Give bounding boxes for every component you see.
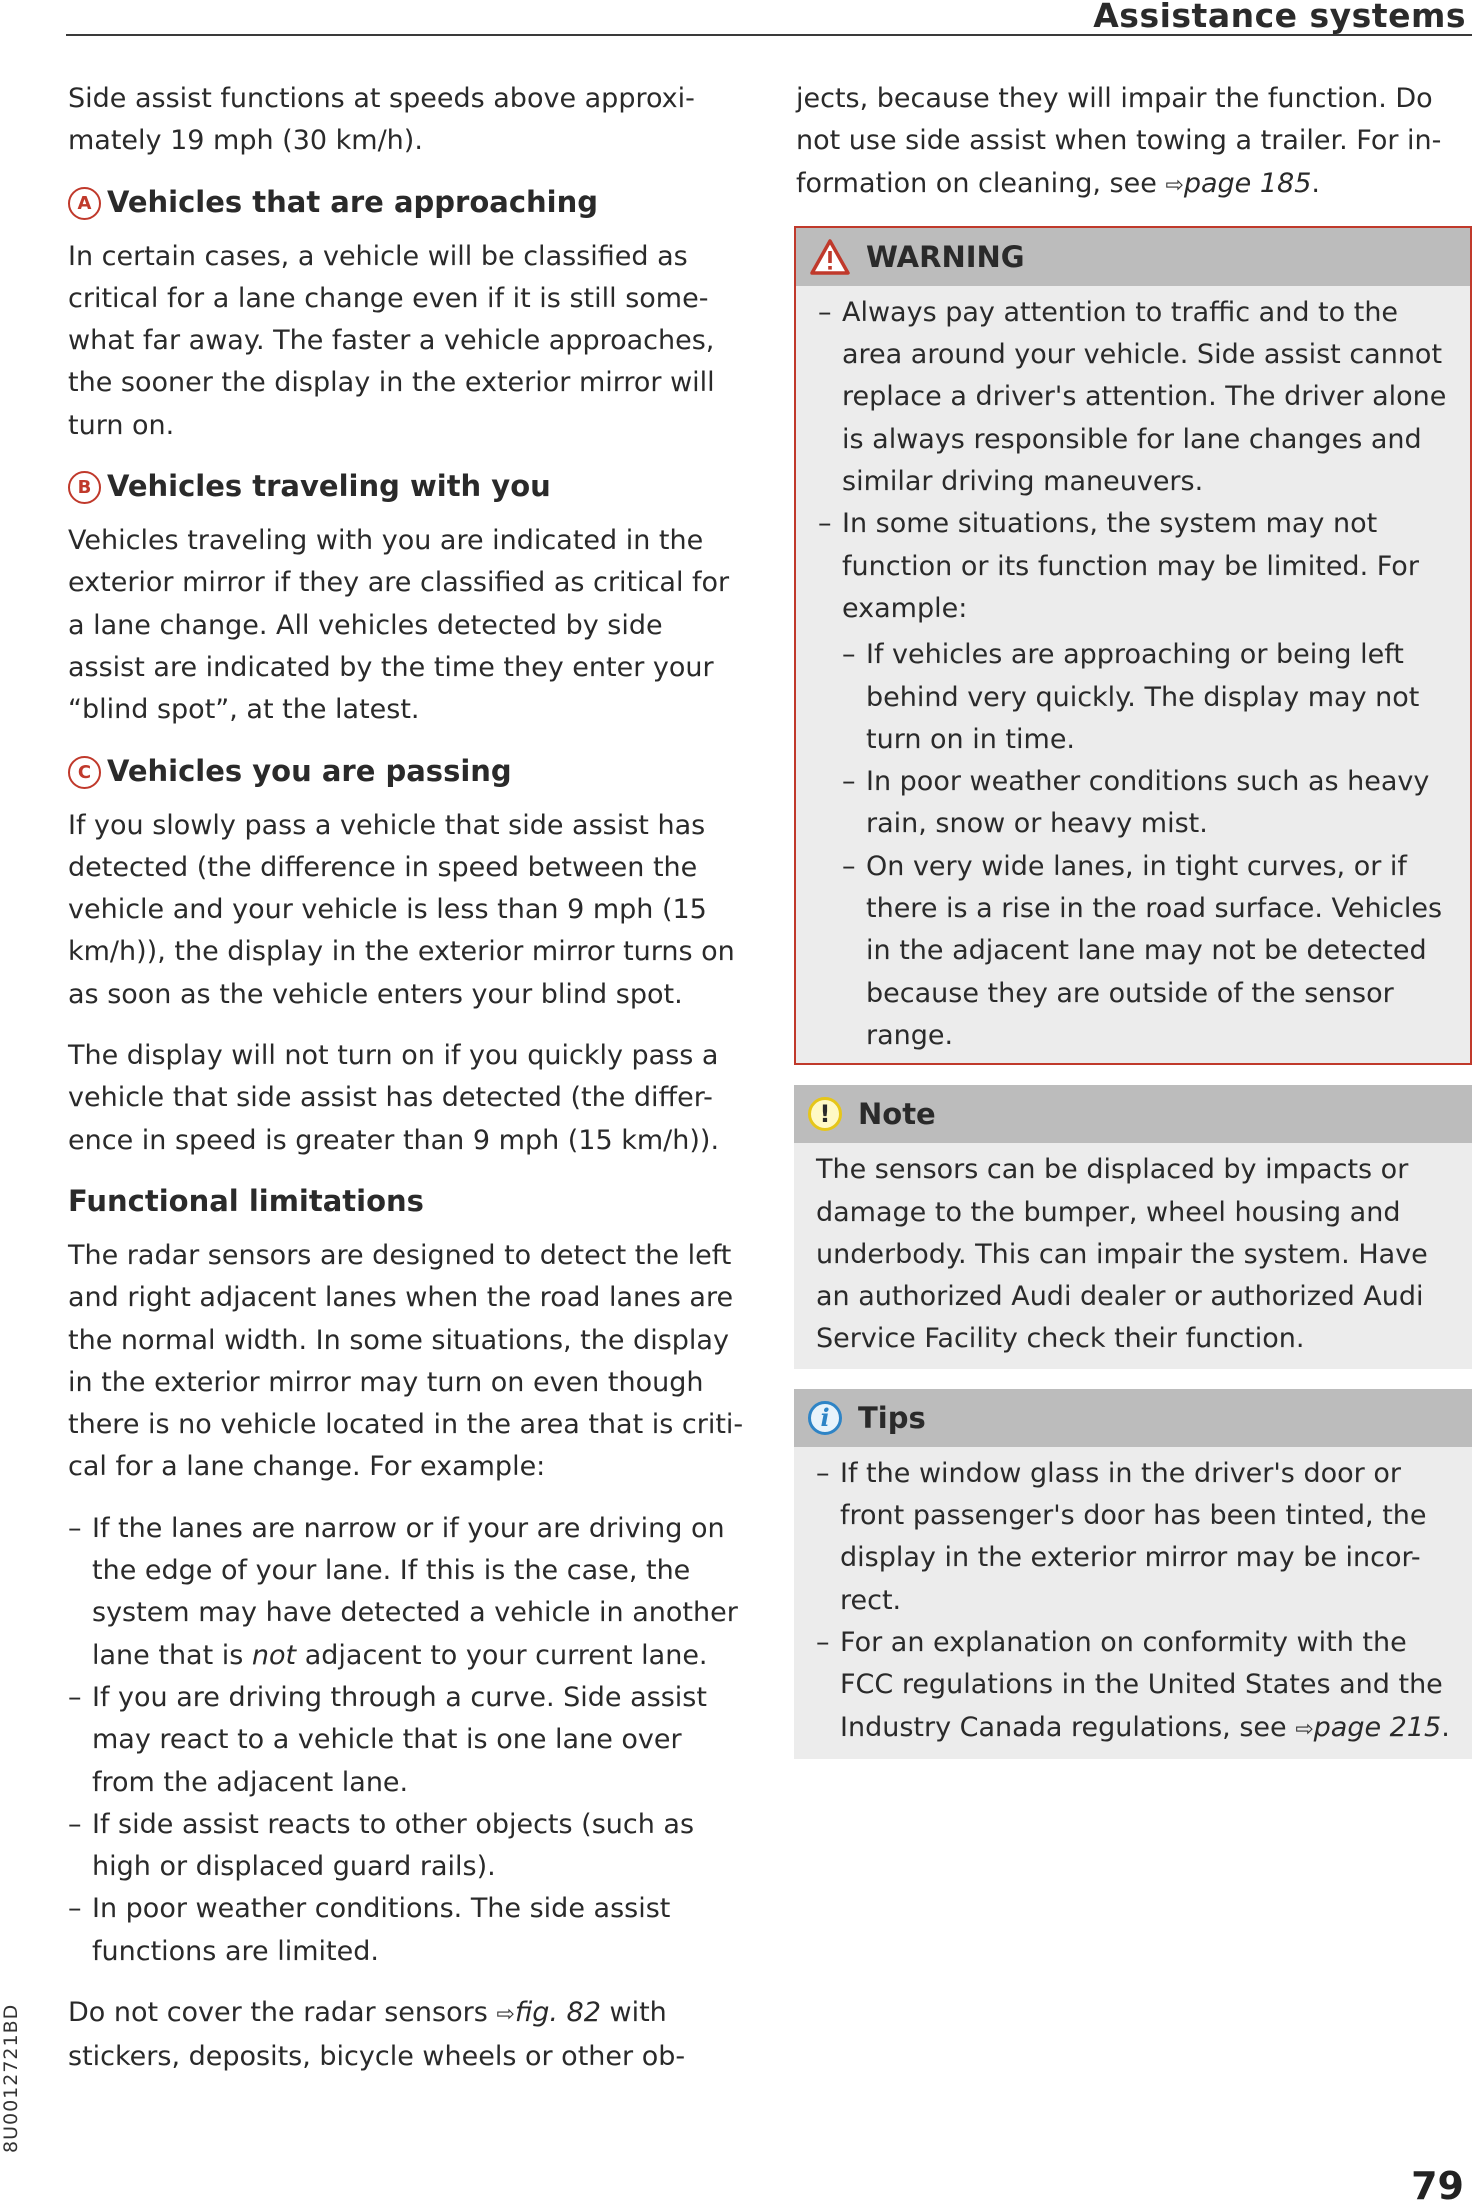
arrow-right-icon: ⇨ xyxy=(496,2001,515,2027)
tips-label: Tips xyxy=(858,1400,926,1435)
dash-marker: – xyxy=(816,1457,830,1489)
warning-triangle-icon xyxy=(810,239,850,275)
note-body xyxy=(794,1143,1472,1368)
dash-marker: – xyxy=(818,296,832,328)
fig-reference-link[interactable]: fig. 82 xyxy=(514,1996,601,2028)
dash-marker: – xyxy=(68,1893,82,1925)
note-box xyxy=(794,1085,1472,1368)
limitations-paragraph: The radar sensors are designed to detect the left and right adjacent lanes when the road lanes are the normal width. In some situations, the display in the exterior mirror may turn on even though there is no vehicle located in the area that is criti-cal for a lane change. For example: xyxy=(68,1239,744,1483)
exclamation-icon: ! xyxy=(808,1097,842,1131)
section-c-paragraph-1: If you slowly pass a vehicle that side assist has detected (the difference in speed between the vehicle and your vehicle is less than 9 mph (15 km/h)), the display in the exterior mirror turns on as soon as the vehicle enters your blind spot. xyxy=(68,809,735,1010)
section-a-paragraph: In certain cases, a vehicle will be classified as critical for a lane change even if it is still some-what far away. The faster a vehicle approaches, the sooner the display in the exterior mirror will turn on. xyxy=(68,240,715,441)
list-item: – In poor weather conditions. The side assist functions are limited. xyxy=(68,1888,748,1973)
intro-paragraph: Side assist functions at speeds above approxi-mately 19 mph (30 km/h). xyxy=(68,83,695,157)
document-code: 8U0012721BD xyxy=(0,2003,22,2153)
note-label: Note xyxy=(858,1097,936,1132)
section-b-paragraph: Vehicles traveling with you are indicated in the exterior mirror if they are classified as critical for a lane change. All vehicles detected by side assist are indicated by the time they enter your “blind spot”, at the latest. xyxy=(68,525,730,726)
badge-b-icon: B xyxy=(68,471,101,504)
warning-header xyxy=(796,228,1470,286)
continuation-paragraph: jects, because they will impair the function. Do not use side assist when towing a trailer. For in-formation on cleaning, see ⇨page 185. xyxy=(796,83,1442,199)
left-column xyxy=(68,78,748,2098)
warning-label: WARNING xyxy=(866,239,1025,274)
tips-box xyxy=(794,1389,1472,1759)
dash-marker: – xyxy=(842,850,856,882)
dash-marker: – xyxy=(818,508,832,540)
note-text: The sensors can be displaced by impacts or damage to the bumper, wheel housing and underbody. This can impair the system. Have an authorized Audi dealer or authorized Audi Service Facility check their function. xyxy=(816,1154,1428,1355)
list-item: – In some situations, the system may not function or its function may be limited. For example: – If vehicles are approaching or being left behind very quickly. The display may not turn on in time. – In poor weather conditions such as heavy rain, snow or heavy mist. – On very wide lanes, in tight curves, or if there is a rise in the road surface. Vehicles in the adjacent lane may not be detected because they are outside of the sensor range. xyxy=(818,503,1456,1057)
list-item: – For an explanation on conformity with the FCC regulations in the United States and the Industry Canada regulations, see ⇨page 215. xyxy=(816,1622,1458,1751)
section-c-paragraph-2: The display will not turn on if you quickly pass a vehicle that side assist has detected (the differ-ence in speed is greater than 9 mph (15 km/h)). xyxy=(68,1040,720,1156)
section-a-title: Vehicles that are approaching xyxy=(107,184,599,219)
section-a-heading xyxy=(68,182,748,222)
list-item: – In poor weather conditions such as heavy rain, snow or heavy mist. xyxy=(842,761,1456,846)
arrow-right-icon: ⇨ xyxy=(1295,1716,1314,1742)
section-c-heading xyxy=(68,751,748,791)
section-b-heading xyxy=(68,466,748,506)
dash-marker: – xyxy=(842,639,856,671)
closing-paragraph: Do not cover the radar sensors ⇨fig. 82 with stickers, deposits, bicycle wheels or other ob- xyxy=(68,1996,686,2073)
warning-list xyxy=(818,292,1456,1057)
note-header xyxy=(794,1085,1472,1143)
warning-box xyxy=(794,226,1472,1065)
dash-marker: – xyxy=(68,1681,82,1713)
limitations-heading: Functional limitations xyxy=(68,1183,424,1218)
dash-marker: – xyxy=(68,1808,82,1840)
list-item: – If the window glass in the driver's door or front passenger's door has been tinted, the display in the exterior mirror may be incor-rect. xyxy=(816,1453,1458,1622)
list-item: – Always pay attention to traffic and to the area around your vehicle. Side assist cannot replace a driver's attention. The driver alone is always responsible for lane changes and similar driving maneuvers. xyxy=(818,292,1456,503)
warning-body xyxy=(796,286,1470,1063)
list-item: – If the lanes are narrow or if your are driving on the edge of your lane. If this is the case, the system may have detected a vehicle in another lane that is not adjacent to your current lane. xyxy=(68,1508,748,1677)
dash-marker: – xyxy=(68,1512,82,1544)
tips-header xyxy=(794,1389,1472,1447)
list-item: – If you are driving through a curve. Side assist may react to a vehicle that is one lane over from the adjacent lane. xyxy=(68,1677,748,1804)
section-c-title: Vehicles you are passing xyxy=(107,753,512,788)
badge-a-icon: A xyxy=(68,187,101,220)
section-title: Assistance systems xyxy=(1093,0,1466,35)
emphasis-not: not xyxy=(251,1639,297,1671)
dash-marker: – xyxy=(816,1626,830,1658)
tips-list xyxy=(816,1453,1458,1751)
tips-body xyxy=(794,1447,1472,1759)
dash-marker: – xyxy=(842,766,856,798)
list-item: – On very wide lanes, in tight curves, or if there is a rise in the road surface. Vehicles in the adjacent lane may not be detected because they are outside of the sensor range. xyxy=(842,846,1456,1057)
info-icon: i xyxy=(808,1401,842,1435)
page-number: 79 xyxy=(1411,2164,1464,2208)
badge-c-icon: C xyxy=(68,756,101,789)
list-item: – If side assist reacts to other objects (such as high or displaced guard rails). xyxy=(68,1804,748,1889)
arrow-right-icon: ⇨ xyxy=(1165,172,1184,198)
limitations-list xyxy=(68,1508,748,1973)
section-b-title: Vehicles traveling with you xyxy=(107,469,551,504)
warning-sub-list xyxy=(842,634,1456,1057)
page-reference-link[interactable]: page 215 xyxy=(1313,1711,1442,1743)
right-column xyxy=(796,78,1472,1779)
page-reference-link[interactable]: page 185 xyxy=(1183,167,1312,199)
list-item: – If vehicles are approaching or being left behind very quickly. The display may not turn on in time. xyxy=(842,634,1456,761)
